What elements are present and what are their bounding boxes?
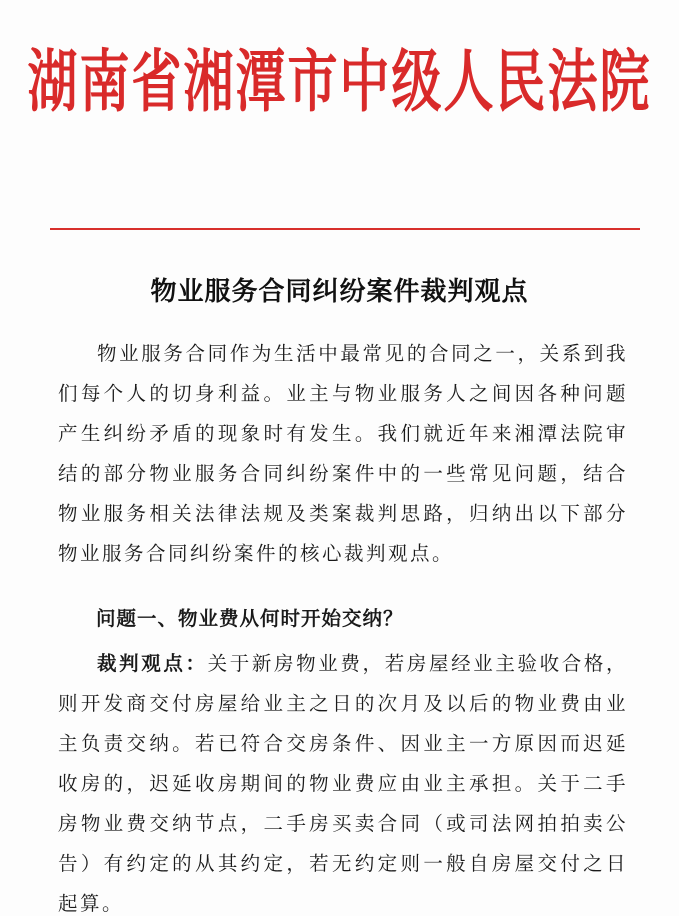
document-title: 物业服务合同纠纷案件裁判观点 — [150, 277, 529, 308]
intro-paragraph: 物业服务合同作为生活中最常见的合同之一，关系到我们每个人的切身利益。业主与物业服务人之间因各种问题产生纠纷矛盾的现象时有发生。我们就近年来湘潭法院审结的部分物业服务合同纠纷案件中的一些常见问题，结合物业服务相关法律法规及类案裁判思路，归纳出以下部分物业服务合同纠纷案件的核心裁判观点。 — [58, 342, 628, 565]
ruling-label: 裁判观点： — [97, 652, 208, 675]
court-letterhead-title: 湖南省湘潭市中级人民法院 — [27, 41, 652, 122]
section-heading: 问题一、物业费从何时开始交纳？ — [96, 607, 404, 630]
ruling-text: 关于新房物业费，若房屋经业主验收合格，则开发商交付房屋给业主之日的次月及以后的物业费由业主负责交纳。若已符合交房条件、因业主一方原因而迟延收房的，迟延收房期间的物业费应由业主承担。关于二手房物业费交纳节点，二手房买卖合同（或司法网拍拍卖公告）有约定的从其约定，若无约定则一般自房屋交付之日起算。 — [58, 652, 628, 915]
ruling-paragraph — [58, 644, 628, 924]
letterhead-divider — [50, 228, 640, 230]
